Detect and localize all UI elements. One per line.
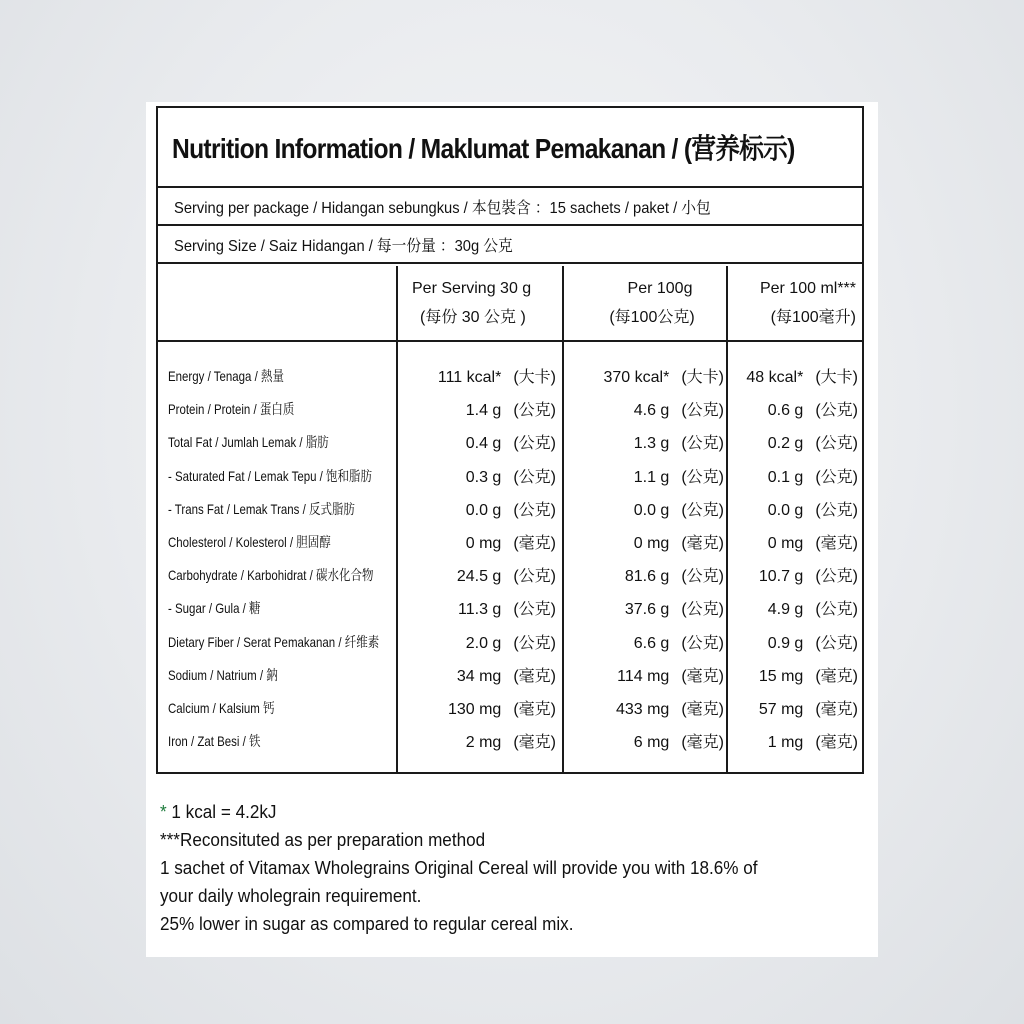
nutrient-unit: (公克) [815, 468, 858, 486]
nutrient-unit: (公克) [681, 568, 724, 586]
nutrient-unit: (公克) [681, 601, 724, 619]
nutrient-unit: (毫克) [513, 667, 556, 685]
nutrient-value-cell [768, 596, 858, 619]
nutrient-value-cell [466, 397, 556, 420]
footnote-reconstituted: ***Reconsituted as per preparation method [160, 830, 486, 850]
nutrient-value-cell [768, 430, 858, 453]
nutrient-value-cell [457, 663, 556, 686]
nutrient-amount: 4.9 g [767, 601, 804, 619]
nutrient-amount: 0.2 g [767, 435, 804, 453]
nutrient-label: Sodium / Natrium / 鈉 [168, 666, 278, 683]
nutrient-amount: 1.4 g [465, 402, 502, 420]
nutrient-label: - Sugar / Gula / 糖 [168, 600, 261, 617]
nutrient-amount: 10.7 g [758, 568, 804, 586]
column-header-line: (每100公克) [609, 309, 695, 326]
nutrient-amount: 2 mg [465, 734, 502, 752]
column-header-per-serving [410, 274, 550, 334]
nutrient-value-cell [466, 630, 556, 653]
nutrient-value-cell [634, 729, 724, 752]
nutrient-value-cell [616, 696, 724, 719]
nutrient-value-cell [625, 563, 724, 586]
nutrient-value-cell [438, 364, 556, 387]
serving-size: Serving Size / Saiz Hidangan / 每一份量 ：30g 公克 [174, 237, 513, 255]
nutrient-value-cell [625, 596, 724, 619]
nutrient-label: Iron / Zat Besi / 铁 [168, 733, 261, 750]
nutrient-value-cell [448, 696, 556, 719]
nutrient-amount: 111 kcal* [437, 369, 502, 386]
nutrient-unit: (公克) [681, 402, 724, 420]
nutrient-amount: 11.3 g [458, 601, 502, 619]
nutrient-unit: (公克) [815, 601, 858, 619]
nutrient-label: Calcium / Kalsium 钙 [168, 700, 275, 716]
column-header-line: Per 100 ml*** [759, 280, 856, 297]
nutrient-unit: (毫克) [815, 734, 858, 752]
nutrient-value-cell [634, 430, 724, 453]
nutrient-unit: (大卡) [815, 369, 858, 386]
nutrient-label: Protein / Protein / 蛋白质 [168, 401, 295, 418]
nutrient-amount: 57 mg [758, 701, 804, 718]
nutrient-label: - Trans Fat / Lemak Trans / 反式脂肪 [168, 500, 355, 517]
column-header-line: (每100毫升) [770, 309, 856, 326]
nutrient-value-cell [759, 563, 858, 586]
nutrient-amount: 6.6 g [633, 634, 670, 652]
nutrient-unit: (公克) [513, 634, 556, 652]
nutrient-unit: (公克) [815, 634, 858, 652]
nutrient-unit: (毫克) [513, 701, 556, 718]
nutrient-value-cell [768, 464, 858, 487]
nutrient-value-cell [759, 663, 858, 686]
nutrient-value-cell [634, 630, 724, 653]
nutrient-amount: 0.0 g [767, 501, 804, 519]
footnote-wholegrain-1: 1 sachet of Vitamax Wholegrains Original Cereal will provide you with 18.6% of [160, 858, 758, 878]
nutrient-value-cell [617, 663, 724, 686]
serving-per-package-row [158, 188, 862, 226]
nutrient-value-cell [466, 464, 556, 487]
nutrient-amount: 1.3 g [633, 435, 670, 453]
nutrient-amount: 0.4 g [465, 435, 502, 453]
nutrient-label: Dietary Fiber / Serat Pemakanan / 纤维素 [168, 633, 380, 650]
nutrient-amount: 433 mg [615, 701, 670, 718]
nutrient-unit: (公克) [513, 435, 556, 453]
nutrient-unit: (毫克) [815, 667, 858, 685]
nutrient-unit: (大卡) [513, 369, 556, 386]
nutrient-value-cell [634, 497, 724, 520]
footnote-star: * [160, 802, 167, 822]
serving-size-row [158, 226, 862, 264]
nutrient-amount: 1 mg [767, 734, 804, 752]
nutrient-unit: (公克) [513, 601, 556, 619]
nutrient-unit: (毫克) [681, 535, 724, 552]
nutrient-value-cell [458, 596, 556, 619]
title-row [158, 108, 862, 188]
nutrient-amount: 2.0 g [465, 634, 502, 652]
nutrient-unit: (毫克) [681, 734, 724, 752]
footnote-kcal-text: 1 kcal = 4.2kJ [166, 802, 277, 822]
nutrient-unit: (公克) [513, 468, 556, 486]
footnote-kcal [160, 798, 829, 826]
nutrient-amount: 1.1 g [633, 468, 670, 486]
nutrient-value-cell [768, 630, 858, 653]
nutrient-amount: 130 mg [447, 701, 502, 718]
nutrient-unit: (毫克) [681, 701, 724, 718]
column-header-per-100ml [738, 274, 856, 334]
nutrient-amount: 34 mg [456, 667, 502, 685]
nutrient-amount: 24.5 g [456, 568, 502, 586]
nutrient-unit: (公克) [815, 501, 858, 519]
nutrient-label: Energy / Tenaga / 熱量 [168, 368, 284, 384]
nutrient-value-cell [466, 729, 556, 752]
nutrient-label: Cholesterol / Kolesterol / 胆固醇 [168, 534, 331, 550]
nutrient-unit: (公克) [815, 435, 858, 453]
nutrient-amount: 0 mg [633, 535, 670, 552]
nutrient-value-cell [604, 364, 725, 387]
nutrient-amount: 81.6 g [624, 568, 670, 586]
nutrient-value-cell [746, 364, 858, 387]
nutrient-amount: 0.0 g [465, 501, 502, 519]
column-header-per-100g [578, 274, 716, 334]
nutrient-label: - Saturated Fat / Lemak Tepu / 饱和脂肪 [168, 467, 372, 484]
nutrient-label: Total Fat / Jumlah Lemak / 脂肪 [168, 434, 329, 451]
nutrient-unit: (公克) [815, 568, 858, 586]
nutrient-unit: (公克) [681, 468, 724, 486]
column-header-line: (每份 30 公克 ) [420, 309, 526, 326]
nutrient-amount: 370 kcal* [603, 369, 670, 386]
nutrient-unit: (毫克) [513, 734, 556, 752]
nutrient-amount: 4.6 g [633, 402, 670, 420]
nutrient-unit: (毫克) [513, 535, 556, 552]
column-header-line: Per 100g [627, 280, 693, 297]
nutrient-unit: (公克) [681, 634, 724, 652]
nutrient-unit: (大卡) [681, 369, 724, 386]
serving-per-package: Serving per package / Hidangan sebungkus / 本包裝含 ：15 sachets / paket / 小包 [174, 199, 711, 217]
nutrient-value-cell [466, 530, 556, 553]
column-divider [726, 266, 728, 774]
nutrient-value-cell [466, 497, 556, 520]
nutrient-amount: 6 mg [633, 734, 670, 752]
nutrient-unit: (公克) [513, 501, 556, 519]
column-header-line: Per Serving 30 g [412, 280, 532, 297]
footnote-sugar: 25% lower in sugar as compared to regular cereal mix. [160, 914, 574, 934]
nutrient-amount: 37.6 g [624, 601, 670, 619]
nutrient-amount: 15 mg [758, 667, 804, 685]
nutrient-unit: (毫克) [681, 667, 724, 685]
nutrient-unit: (公克) [513, 402, 556, 420]
nutrient-unit: (公克) [681, 435, 724, 453]
nutrient-value-cell [768, 497, 858, 520]
column-divider [396, 266, 398, 774]
nutrient-unit: (公克) [681, 501, 724, 519]
nutrient-amount: 0 mg [465, 535, 502, 552]
nutrient-value-cell [768, 530, 858, 553]
column-divider [562, 266, 564, 774]
nutrient-value-cell [634, 464, 724, 487]
nutrient-unit: (毫克) [815, 535, 858, 552]
footnotes [160, 798, 864, 938]
nutrient-amount: 0.0 g [633, 501, 670, 519]
nutrient-unit: (公克) [815, 402, 858, 420]
nutrient-amount: 48 kcal* [746, 369, 804, 386]
nutrient-value-cell [634, 530, 724, 553]
nutrient-value-cell [768, 397, 858, 420]
nutrition-label-table [156, 106, 864, 774]
nutrient-value-cell [768, 729, 858, 752]
header-divider [158, 340, 862, 342]
nutrient-amount: 0.9 g [767, 634, 804, 652]
nutrient-label: Carbohydrate / Karbohidrat / 碳水化合物 [168, 567, 374, 584]
nutrient-value-cell [759, 696, 858, 719]
nutrition-card [146, 102, 878, 957]
nutrient-unit: (毫克) [815, 701, 858, 718]
label-title: Nutrition Information / Maklumat Pemakanan / (营养标示) [172, 133, 795, 164]
nutrient-amount: 0.3 g [465, 468, 502, 486]
nutrient-amount: 114 mg [617, 667, 670, 685]
nutrient-amount: 0.6 g [767, 402, 804, 420]
nutrient-unit: (公克) [513, 568, 556, 586]
nutrient-amount: 0 mg [767, 535, 804, 552]
nutrient-amount: 0.1 g [767, 468, 804, 486]
footnote-wholegrain-2: your daily wholegrain requirement. [160, 886, 422, 906]
nutrient-value-cell [466, 430, 556, 453]
nutrient-value-cell [634, 397, 724, 420]
nutrient-value-cell [457, 563, 556, 586]
